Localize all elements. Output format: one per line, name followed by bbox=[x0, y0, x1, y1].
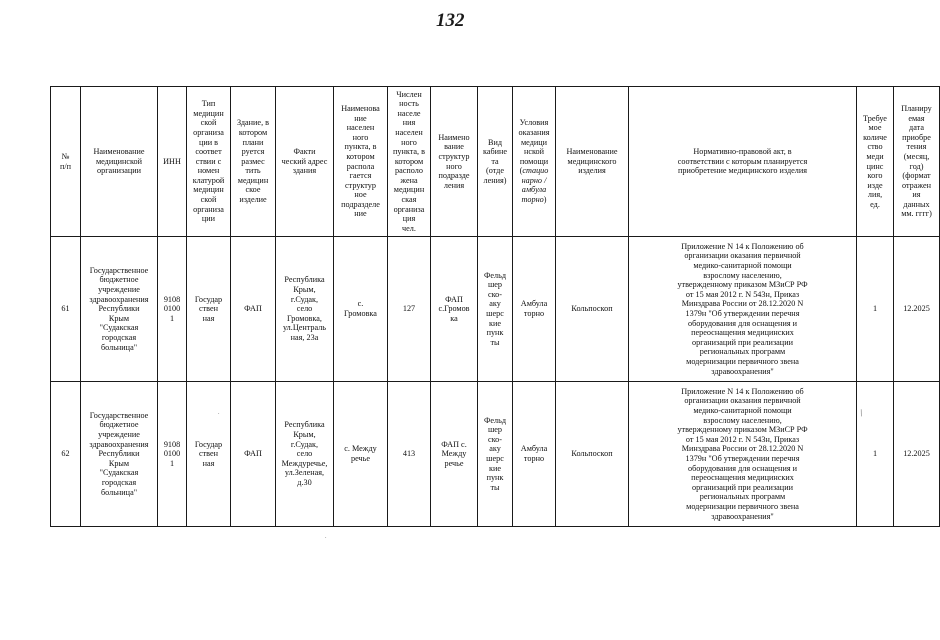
table-row bbox=[51, 382, 940, 527]
settlement: с. Между речье bbox=[334, 382, 388, 527]
quantity: 1 bbox=[857, 382, 894, 527]
population: 413 bbox=[388, 382, 431, 527]
header-cell: Планиру емая дата приобре тения (месяц, год) (формат отражен ия данных мм. гггг) bbox=[894, 87, 940, 237]
header-cell: Условия оказания медици нской помощи (стацио нарно / амбула торно) bbox=[513, 87, 556, 237]
organization-name: Государственное бюджетное учреждение здравоохранения Республики Крым "Судакская городская больница" bbox=[81, 382, 158, 527]
device-name: Кольпоскоп bbox=[556, 237, 629, 382]
page-number: 132 bbox=[436, 10, 465, 31]
cabinet-type: Фельд шер ско- аку шерс кие пунк ты bbox=[478, 382, 513, 527]
header-cell: Факти ческий адрес здания bbox=[276, 87, 334, 237]
header-cell: Наимено вание структур ного подразде ления bbox=[431, 87, 478, 237]
cabinet-type: Фельд шер ско- аку шерс кие пунк ты bbox=[478, 237, 513, 382]
planned-date: 12.2025 bbox=[894, 382, 940, 527]
row-number: 61 bbox=[51, 237, 81, 382]
table-header-row bbox=[51, 87, 940, 237]
header-cell: Наименование медицинской организации bbox=[81, 87, 158, 237]
address: Республика Крым, г.Судак, село Междуречье, ул.Зеленая, д.30 bbox=[276, 382, 334, 527]
header-cell: Наименование медицинского изделия bbox=[556, 87, 629, 237]
header-cell: ИНН bbox=[158, 87, 187, 237]
header-cell: Наименова ние населен ного пункта, в котором распола гается структур ное подразделе ние bbox=[334, 87, 388, 237]
building: ФАП bbox=[231, 382, 276, 527]
header-cell: Тип медицин ской организа ции в соответ ствии с номен клатурой медицин ской организа ции bbox=[187, 87, 231, 237]
planned-date: 12.2025 bbox=[894, 237, 940, 382]
inn-value: 9108 0100 1 bbox=[158, 382, 187, 527]
scan-mark: / bbox=[858, 407, 865, 420]
scan-dot: . bbox=[218, 410, 220, 416]
header-cell: Требуе мое количе ство меди цинс кого изде лия, ед. bbox=[857, 87, 894, 237]
header-cell: № п/п bbox=[51, 87, 81, 237]
population: 127 bbox=[388, 237, 431, 382]
header-cell: Вид кабине та (отде ления) bbox=[478, 87, 513, 237]
care-conditions: Амбула торно bbox=[513, 382, 556, 527]
inn-value: 9108 0100 1 bbox=[158, 237, 187, 382]
organization-name: Государственное бюджетное учреждение здравоохранения Республики Крым "Судакская городская больница" bbox=[81, 237, 158, 382]
scan-dot: . bbox=[325, 534, 327, 540]
structural-unit: ФАП с. Между речье bbox=[431, 382, 478, 527]
address: Республика Крым, г.Судак, село Громовка, ул.Централь ная, 23а bbox=[276, 237, 334, 382]
header-cell: Числен ность населе ния населен ного пункта, в котором располо жена медицин ская организа ция чел. bbox=[388, 87, 431, 237]
header-cell: Здание, в котором плани руется размес тить медицин ское изделие bbox=[231, 87, 276, 237]
legal-act: Приложение N 14 к Положению об организации оказания первичной медико-санитарной помощи взрослому населению, утвержденному приказом МЗиСР РФ от 15 мая 2012 г. N 543н, Приказ Минздрава России от 28.12.2020 N 1379н "Об утверждении перечня оборудования для оснащения и переоснащения медицинских организаций при реализации региональных программ модернизации первичного звена здравоохранения" bbox=[629, 382, 857, 527]
equipment-table bbox=[50, 86, 940, 527]
settlement: с. Громовка bbox=[334, 237, 388, 382]
organization-type: Государ ствен ная bbox=[187, 382, 231, 527]
legal-act: Приложение N 14 к Положению об организации оказания первичной медико-санитарной помощи взрослому населению, утвержденному приказом МЗиСР РФ от 15 мая 2012 г. N 543н, Приказ Минздрава России от 28.12.2020 N 1379н "Об утверждении перечня оборудования для оснащения и переоснащения медицинских организаций при реализации региональных программ модернизации первичного звена здравоохранения" bbox=[629, 237, 857, 382]
table-row bbox=[51, 237, 940, 382]
structural-unit: ФАП с.Громов ка bbox=[431, 237, 478, 382]
header-cell: Нормативно-правовой акт, в соответствии с которым планируется приобретение медицинского изделия bbox=[629, 87, 857, 237]
device-name: Кольпоскоп bbox=[556, 382, 629, 527]
row-number: 62 bbox=[51, 382, 81, 527]
quantity: 1 bbox=[857, 237, 894, 382]
building: ФАП bbox=[231, 237, 276, 382]
organization-type: Государ ствен ная bbox=[187, 237, 231, 382]
care-conditions: Амбула торно bbox=[513, 237, 556, 382]
